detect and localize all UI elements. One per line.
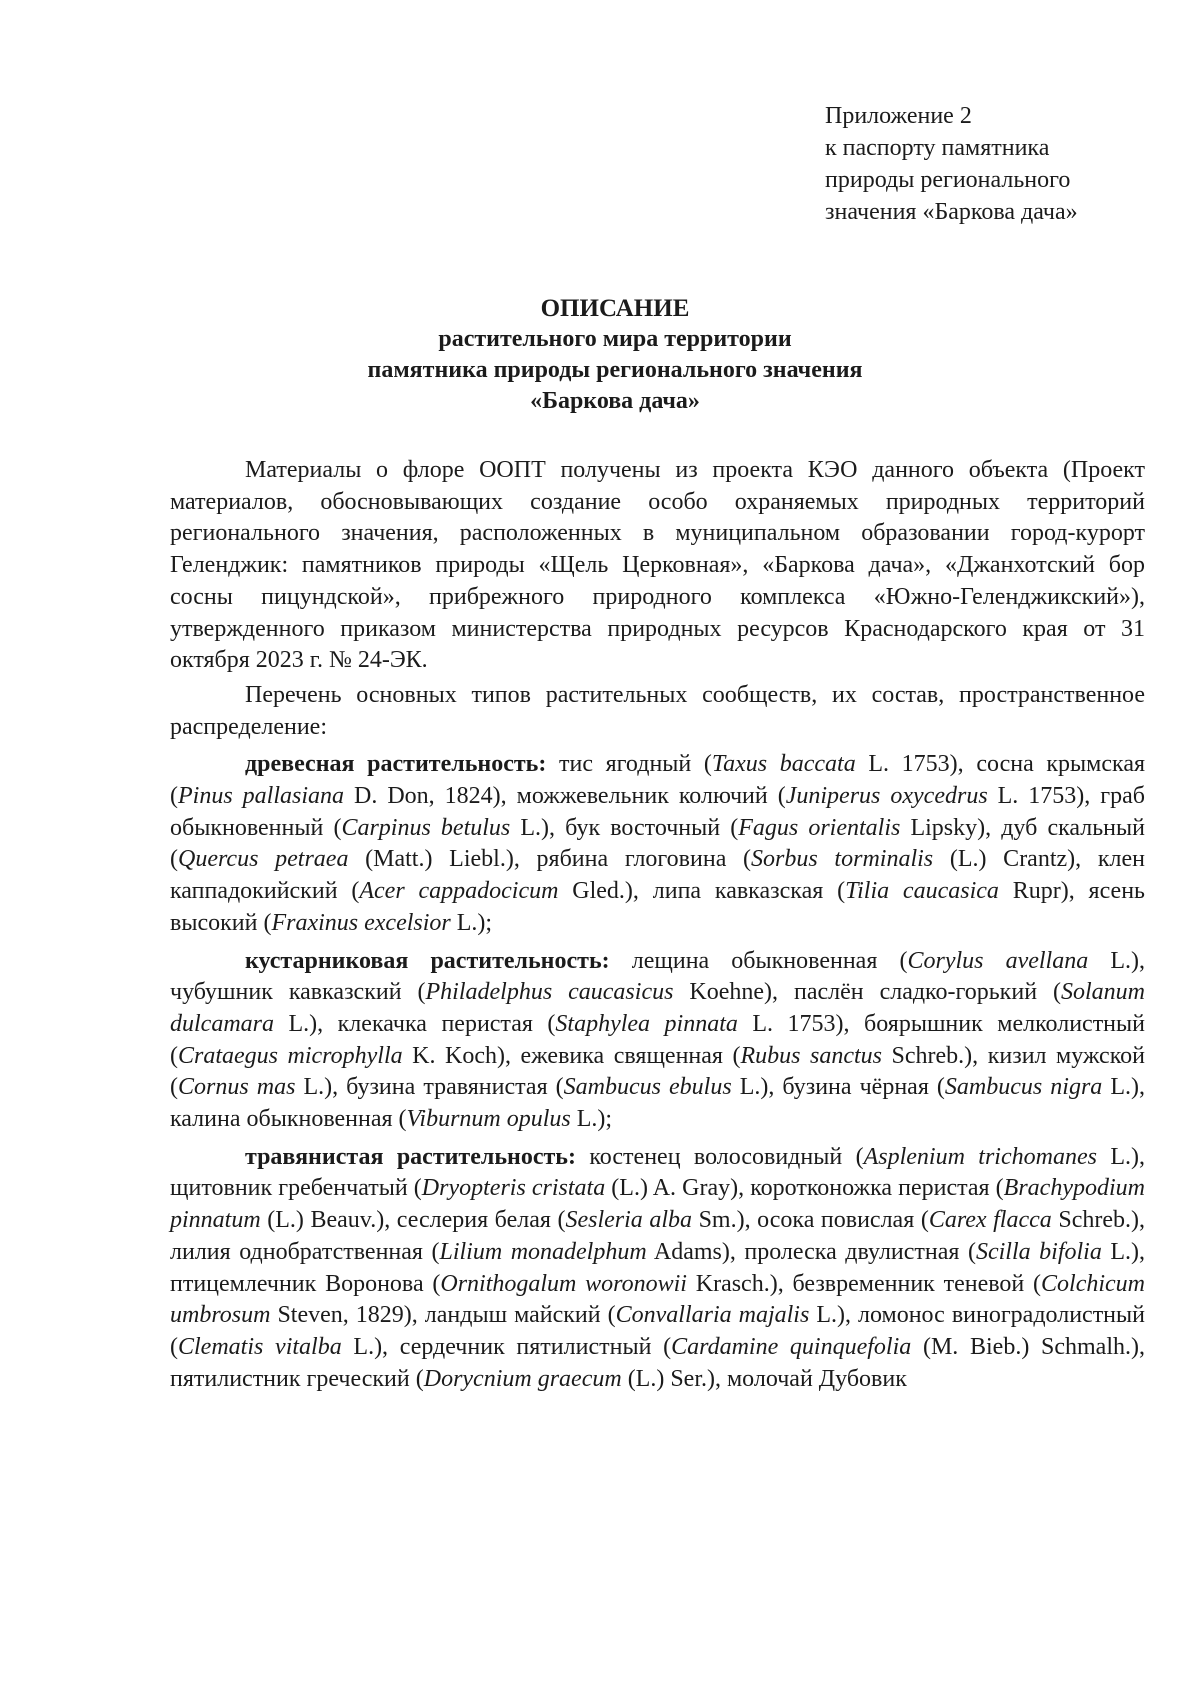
latin-name: Cornus mas [178,1074,296,1101]
latin-name: Solanum dulcamara [170,979,1145,1037]
text-segment: L.), щитовник гребенчатый ( [170,1143,1145,1202]
text-segment: Krasch.), безвременник теневой ( [686,1270,1042,1297]
appendix-note [825,100,1078,228]
latin-name: Philadelphus caucasicus [425,979,674,1006]
section-text [170,751,1145,936]
appendix-line: значения «Баркова дача» [825,199,1078,225]
text-segment: L.), бузина травянистая ( [295,1074,564,1101]
latin-name: Asplenium trichomanes [863,1143,1097,1170]
text-segment: Schreb.), лилия однобратственная ( [170,1207,1145,1265]
section-shrub [170,946,1145,1136]
latin-name: Sorbus torminalis [751,846,934,873]
latin-name: Taxus baccata [711,751,856,778]
latin-name: Colchicum umbrosum [170,1270,1145,1329]
text-segment: L.), клекачка перистая ( [274,1010,556,1037]
text-segment: L.), сердечник пятилистный ( [341,1333,672,1360]
text-segment: Schreb.), кизил мужской ( [170,1042,1145,1101]
latin-name: Viburnum opulus [406,1106,571,1133]
text-segment: Gled.), липа кавказская ( [558,878,846,905]
text-segment: L.); [450,909,493,936]
latin-name: Brachypodium pinnatum [170,1175,1145,1234]
text-segment: L.), ломонос виноградолистный ( [170,1302,1145,1360]
text-segment: (L.) Ser.), молочай Дубовик [621,1365,907,1392]
section-lead: травянистая растительность: [245,1143,576,1170]
text-segment: Sm.), осока повислая ( [692,1207,929,1234]
title-line: памятника природы регионального значения [367,357,863,383]
latin-name: Acer cappadocicum [359,878,559,905]
latin-name: Staphylea pinnata [555,1010,738,1037]
section-woody [170,749,1145,939]
latin-name: Fagus orientalis [738,814,901,841]
text-segment: (L.) Beauv.), сеслерия белая ( [260,1207,566,1234]
title-main: ОПИСАНИЕ [540,295,690,322]
list-intro-paragraph: Перечень основных типов растительных сообществ, их состав, пространственное распределение: [170,681,1145,740]
section-text [170,948,1145,1133]
latin-name: Fraxinus excelsior [271,909,451,936]
text-segment: L. 1753), сосна крымская ( [170,751,1146,810]
text-segment: (L.) A. Gray), коротконожка перистая ( [605,1175,1004,1202]
latin-name: Crataegus microphylla [178,1042,403,1069]
latin-name: Sambucus nigra [944,1074,1103,1101]
latin-name: Carex flacca [928,1207,1052,1234]
latin-name: Carpinus betulus [341,814,511,841]
text-segment: (Matt.) Liebl.), рябина глоговина ( [348,846,752,873]
document-title [170,293,1060,417]
document-body [170,455,1145,1395]
text-segment: костенец волосовидный ( [575,1143,864,1170]
appendix-line: к паспорту памятника [825,135,1050,161]
text-segment: (L.) Crantz), клен каппадокийский ( [170,846,1145,905]
latin-name: Lilium monadelphum [439,1238,647,1265]
text-segment: L.), бузина чёрная ( [731,1074,945,1101]
text-segment: L.), чубушник кавказский ( [170,947,1145,1006]
latin-name: Corylus avellana [907,947,1089,974]
text-segment: L. 1753), боярышник мелколистный ( [170,1010,1145,1069]
text-segment: Rupr), ясень высокий ( [170,878,1145,936]
text-segment: Koehne), паслён сладко-горький ( [673,979,1061,1006]
text-segment: Lipsky), дуб скальный ( [170,814,1145,873]
latin-name: Pinus pallasiana [178,783,345,810]
latin-name: Scilla bifolia [975,1238,1102,1265]
text-segment: L.); [570,1106,613,1133]
latin-name: Sambucus ebulus [563,1074,732,1101]
text-segment: L.), бук восточный ( [510,814,739,841]
latin-name: Convallaria majalis [615,1302,810,1329]
latin-name: Quercus petraea [178,846,349,873]
appendix-line: Приложение 2 [825,103,972,129]
title-line: растительного мира территории [438,326,792,352]
text-segment: D. Don, 1824), можжевельник колючий ( [344,783,786,810]
title-line: «Баркова дача» [530,388,700,414]
latin-name: Dryopteris cristata [421,1175,606,1202]
intro-paragraph: Материалы о флоре ООПТ получены из проекта КЭО данного объекта (Проект материалов, обосновывающих создание особо охраняемых природных территорий регионального значения, расположенных в муниципальном образовании город-курорт Геленджик: памятников природы «Щель Церковная», «Баркова дача», «Джанхотский бор сосны пицундской», прибрежного природного комплекса «Южно-Геленджикский»), утвержденного приказом министерства природных ресурсов Краснодарского края от 31 октября 2023 г. № 24-ЭК. [170,457,1145,674]
text-segment: Steven, 1829), ландыш майский ( [270,1302,616,1329]
section-text [170,1144,1145,1392]
latin-name: Sesleria alba [565,1207,693,1234]
latin-name: Rubus sanctus [740,1042,883,1069]
appendix-line: природы регионального [825,167,1071,193]
text-segment: (M. Bieb.) Schmalh.), пятилистник греческий ( [170,1333,1145,1392]
latin-name: Clematis vitalba [178,1333,342,1360]
latin-name: Dorycnium graecum [423,1365,622,1392]
latin-name: Ornithogalum woronowii [440,1270,687,1297]
text-segment: L. 1753), граб обыкновенный ( [170,783,1145,841]
latin-name: Juniperus oxycedrus [785,783,988,810]
section-herb [170,1142,1145,1396]
text-segment: L.), калина обыкновенная ( [170,1074,1145,1133]
text-segment: K. Koch), ежевика священная ( [402,1042,741,1069]
text-segment: L.), птицемлечник Воронова ( [170,1238,1146,1297]
latin-name: Cardamine quinquefolia [671,1333,912,1360]
section-lead: кустарниковая растительность: [245,947,610,974]
section-lead: древесная растительность: [245,751,547,778]
text-segment: тис ягодный ( [546,751,712,778]
latin-name: Tilia caucasica [845,878,999,905]
text-segment: Adams), пролеска двулистная ( [646,1238,976,1265]
text-segment: лещина обыкновенная ( [609,947,908,974]
